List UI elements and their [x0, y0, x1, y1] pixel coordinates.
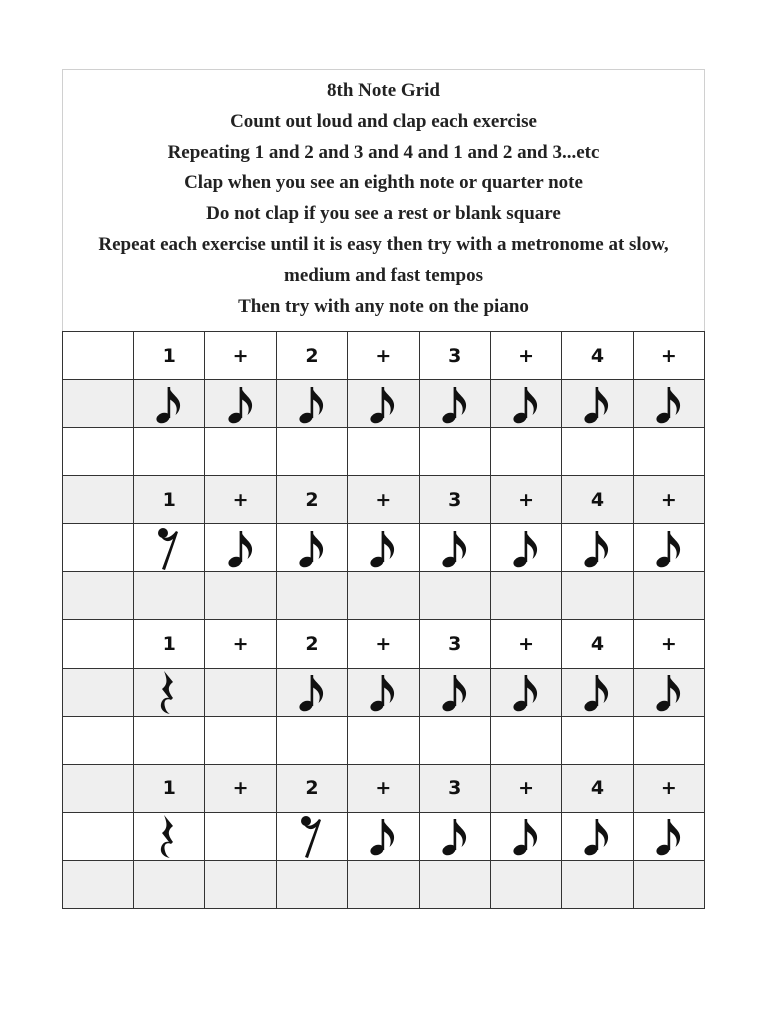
symbol-row [63, 524, 705, 572]
eighth-note-icon [634, 526, 704, 570]
eighth-note-cell [348, 524, 419, 572]
blank-cell [490, 428, 561, 476]
symbol-row [63, 812, 705, 860]
blank-cell [419, 860, 490, 908]
eighth-note-icon [348, 526, 418, 570]
blank-cell [134, 572, 205, 620]
eighth-note-icon [562, 814, 632, 858]
blank-cell [348, 716, 419, 764]
blank-cell [276, 428, 347, 476]
count-cell: 4 [562, 620, 633, 668]
row-label-cell [63, 620, 134, 668]
symbol-row [63, 380, 705, 428]
eighth-note-cell [419, 668, 490, 716]
blank-cell [134, 860, 205, 908]
count-cell: 4 [562, 764, 633, 812]
count-cell: + [205, 764, 276, 812]
blank-cell [562, 860, 633, 908]
eighth-note-icon [491, 670, 561, 714]
eighth-note-cell [348, 380, 419, 428]
blank-cell [63, 716, 134, 764]
count-cell: 2 [276, 620, 347, 668]
blank-cell [490, 860, 561, 908]
blank-cell [205, 860, 276, 908]
blank-cell [63, 428, 134, 476]
count-cell: + [633, 764, 704, 812]
instruction-line-2: Repeating 1 and 2 and 3 and 4 and 1 and 2 and 3...etc [167, 141, 600, 163]
eighth-note-icon [205, 526, 275, 570]
blank-cell [633, 716, 704, 764]
blank-cell [419, 572, 490, 620]
row-label-cell [63, 476, 134, 524]
eighth-note-icon [634, 382, 704, 426]
row-label-cell [63, 380, 134, 428]
eighth-note-icon [562, 382, 632, 426]
blank-cell [205, 716, 276, 764]
eighth-rest-icon [134, 525, 204, 571]
eighth-note-icon [420, 526, 490, 570]
row-label-cell [63, 332, 134, 380]
blank-cell [134, 428, 205, 476]
eighth-note-icon [562, 526, 632, 570]
eighth-note-cell [490, 524, 561, 572]
blank-cell [633, 572, 704, 620]
eighth-note-cell [134, 380, 205, 428]
blank-cell [348, 428, 419, 476]
eighth-note-cell [276, 524, 347, 572]
eighth-note-icon [634, 814, 704, 858]
eighth-note-icon [134, 382, 204, 426]
eighth-rest-icon [277, 813, 347, 859]
count-row [63, 476, 705, 524]
instruction-line-1: Count out loud and clap each exercise [230, 110, 537, 132]
count-row [63, 764, 705, 812]
count-cell: 4 [562, 332, 633, 380]
eighth-note-cell [633, 668, 704, 716]
blank-cell [205, 812, 276, 860]
count-row [63, 620, 705, 668]
count-cell: + [205, 332, 276, 380]
eighth-note-cell [633, 380, 704, 428]
eighth-note-icon [348, 670, 418, 714]
blank-cell [205, 572, 276, 620]
blank-cell [419, 716, 490, 764]
blank-cell [276, 860, 347, 908]
eighth-note-icon [277, 670, 347, 714]
blank-cell [205, 428, 276, 476]
count-cell: 1 [134, 764, 205, 812]
count-cell: 2 [276, 764, 347, 812]
count-cell: + [633, 332, 704, 380]
eighth-note-cell [490, 668, 561, 716]
instructions-block [63, 70, 704, 332]
blank-cell [419, 428, 490, 476]
quarter-rest-icon [134, 669, 204, 715]
eighth-note-cell [205, 524, 276, 572]
eighth-note-cell [562, 668, 633, 716]
blank-cell [633, 860, 704, 908]
eighth-note-cell [562, 524, 633, 572]
count-cell: 3 [419, 620, 490, 668]
count-cell: 3 [419, 332, 490, 380]
blank-cell [276, 716, 347, 764]
blank-row [63, 860, 705, 908]
eighth-note-cell [348, 812, 419, 860]
quarter-rest-cell [134, 668, 205, 716]
count-cell: 1 [134, 332, 205, 380]
eighth-rest-cell [276, 812, 347, 860]
count-cell: 3 [419, 476, 490, 524]
quarter-rest-cell [134, 812, 205, 860]
eighth-note-icon [420, 814, 490, 858]
eighth-note-icon [420, 382, 490, 426]
eighth-note-icon [205, 382, 275, 426]
eighth-note-cell [348, 668, 419, 716]
blank-row [63, 716, 705, 764]
blank-row [63, 572, 705, 620]
instruction-line-4: Do not clap if you see a rest or blank square [206, 203, 561, 225]
count-cell: 1 [134, 476, 205, 524]
eighth-note-cell [419, 524, 490, 572]
blank-cell [348, 572, 419, 620]
eighth-note-cell [633, 524, 704, 572]
eighth-note-icon [348, 814, 418, 858]
eighth-note-icon [562, 670, 632, 714]
instruction-line-6: Then try with any note on the piano [238, 295, 529, 317]
count-cell: + [205, 620, 276, 668]
count-cell: + [633, 620, 704, 668]
eighth-note-cell [205, 380, 276, 428]
blank-cell [562, 716, 633, 764]
blank-cell [348, 860, 419, 908]
blank-cell [205, 668, 276, 716]
count-cell: 4 [562, 476, 633, 524]
count-cell: + [348, 764, 419, 812]
blank-cell [490, 716, 561, 764]
count-cell: 3 [419, 764, 490, 812]
count-cell: 2 [276, 332, 347, 380]
count-cell: + [348, 476, 419, 524]
eighth-note-icon [277, 382, 347, 426]
eighth-note-cell [419, 812, 490, 860]
row-label-cell [63, 812, 134, 860]
eighth-note-icon [420, 670, 490, 714]
blank-cell [63, 860, 134, 908]
eighth-note-icon [491, 526, 561, 570]
eighth-note-icon [491, 382, 561, 426]
blank-cell [562, 572, 633, 620]
eighth-note-icon [491, 814, 561, 858]
eighth-note-icon [348, 382, 418, 426]
eighth-note-cell [490, 380, 561, 428]
blank-cell [633, 428, 704, 476]
row-label-cell [63, 764, 134, 812]
eighth-note-cell [562, 812, 633, 860]
eighth-note-cell [276, 380, 347, 428]
eighth-note-icon [634, 670, 704, 714]
rhythm-grid [62, 331, 705, 909]
eighth-note-cell [276, 668, 347, 716]
eighth-rest-cell [134, 524, 205, 572]
eighth-note-cell [490, 812, 561, 860]
symbol-row [63, 668, 705, 716]
blank-cell [490, 572, 561, 620]
count-cell: + [348, 620, 419, 668]
count-cell: + [490, 332, 561, 380]
page-title: 8th Note Grid [327, 80, 440, 101]
count-cell: + [490, 620, 561, 668]
eighth-note-cell [419, 380, 490, 428]
count-cell: + [205, 476, 276, 524]
eighth-note-cell [562, 380, 633, 428]
blank-cell [562, 428, 633, 476]
quarter-rest-icon [134, 813, 204, 859]
count-cell: + [490, 764, 561, 812]
blank-cell [276, 572, 347, 620]
row-label-cell [63, 668, 134, 716]
eighth-note-icon [277, 526, 347, 570]
count-cell: 2 [276, 476, 347, 524]
count-cell: + [490, 476, 561, 524]
count-cell: 1 [134, 620, 205, 668]
instruction-line-3: Clap when you see an eighth note or quarter note [184, 172, 583, 194]
count-row [63, 332, 705, 380]
blank-cell [134, 716, 205, 764]
eighth-note-cell [633, 812, 704, 860]
instruction-line-5: Repeat each exercise until it is easy then try with a metronome at slow, medium and fast tempos [98, 233, 669, 286]
row-label-cell [63, 524, 134, 572]
blank-cell [63, 572, 134, 620]
count-cell: + [633, 476, 704, 524]
count-cell: + [348, 332, 419, 380]
blank-row [63, 428, 705, 476]
